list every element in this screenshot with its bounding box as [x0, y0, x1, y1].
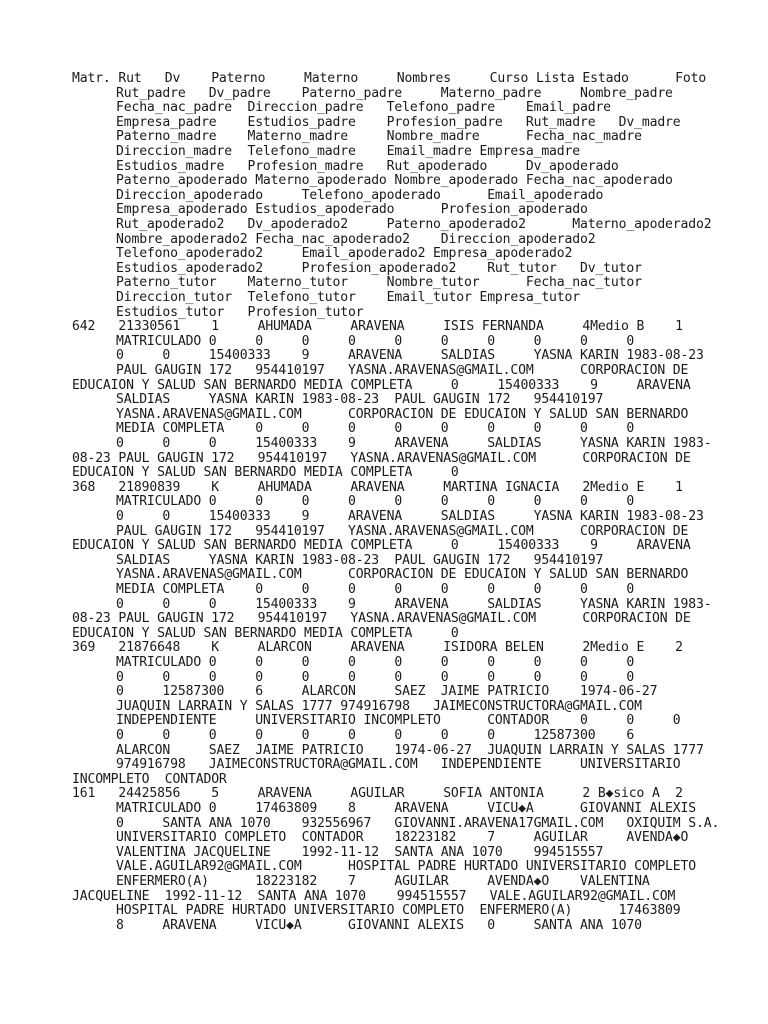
- text-line: 0 0 0 0 0 0 0 0 0 12587300 6: [116, 728, 635, 743]
- text-line: JACQUELINE 1992-11-12 SANTA ANA 1070 994515557 VALE.AGUILAR92@GMAIL.COM: [72, 888, 676, 904]
- text-line: YASNA.ARAVENAS@GMAIL.COM CORPORACION DE EDUCAION Y SALUD SAN BERNARDO: [116, 567, 689, 583]
- text-line: Paterno_apoderado Materno_apoderado Nombre_apoderado Fecha_nac_apoderado: [116, 173, 673, 189]
- text-line: YASNA.ARAVENAS@GMAIL.COM CORPORACION DE EDUCAION Y SALUD SAN BERNARDO: [116, 406, 689, 422]
- text-line: JUAQUIN LARRAIN Y SALAS 1777 974916798 JAIMECONSTRUCTORA@GMAIL.COM: [116, 698, 642, 714]
- text-line: 0 12587300 6 ALARCON SAEZ JAIME PATRICIO 1974-06-27: [116, 684, 658, 700]
- text-line: Fecha_nac_padre Direccion_padre Telefono_padre Email_padre: [116, 100, 611, 116]
- text-line: Empresa_padre Estudios_padre Profesion_padre Rut_madre Dv_madre: [116, 114, 681, 130]
- text-line: MEDIA COMPLETA 0 0 0 0 0 0 0 0 0: [116, 421, 635, 437]
- text-line: 369 21876648 K ALARCON ARAVENA ISIDORA BELEN 2Medio E 2: [72, 640, 683, 656]
- text-line: MATRICULADO 0 0 0 0 0 0 0 0 0 0: [116, 655, 635, 670]
- text-line: Direccion_apoderado Telefono_apoderado Email_apoderado: [116, 187, 604, 203]
- text-line: MATRICULADO 0 0 0 0 0 0 0 0 0 0: [116, 333, 635, 349]
- text-line: ALARCON SAEZ JAIME PATRICIO 1974-06-27 JUAQUIN LARRAIN Y SALAS 1777: [116, 742, 704, 758]
- text-line: VALE.AGUILAR92@GMAIL.COM HOSPITAL PADRE HURTADO UNIVERSITARIO COMPLETO: [116, 859, 696, 875]
- text-line: Telefono_apoderado2 Email_apoderado2 Empresa_apoderado2: [116, 246, 573, 262]
- text-line: INCOMPLETO CONTADOR: [72, 771, 227, 787]
- text-line: 0 0 0 15400333 9 ARAVENA SALDIAS YASNA KARIN 1983-: [116, 596, 712, 612]
- text-line: 642 21330561 1 AHUMADA ARAVENA ISIS FERNANDA 4Medio B 1: [72, 319, 683, 335]
- text-line: MATRICULADO 0 17463809 8 ARAVENA VICU◆A GIOVANNI ALEXIS: [116, 801, 696, 816]
- text-line: Matr. Rut Dv Paterno Materno Nombres Curso Lista Estado Foto: [72, 71, 707, 86]
- text-line: PAUL GAUGIN 172 954410197 YASNA.ARAVENAS@GMAIL.COM CORPORACION DE: [116, 363, 689, 378]
- text-line: ENFERMERO(A) 18223182 7 AGUILAR AVENDA◆O VALENTINA: [116, 874, 650, 889]
- text-line: MATRICULADO 0 0 0 0 0 0 0 0 0 0: [116, 494, 635, 510]
- text-line: Rut_padre Dv_padre Paterno_padre Materno_padre Nombre_padre: [116, 85, 673, 101]
- text-line: 08-23 PAUL GAUGIN 172 954410197 YASNA.ARAVENAS@GMAIL.COM CORPORACION DE: [72, 450, 691, 466]
- text-line: Estudios_madre Profesion_madre Rut_apoderado Dv_apoderado: [116, 158, 619, 174]
- text-line: INDEPENDIENTE UNIVERSITARIO INCOMPLETO CONTADOR 0 0 0: [116, 713, 681, 729]
- text-line: 368 21890839 K AHUMADA ARAVENA MARTINA IGNACIA 2Medio E 1: [72, 479, 683, 495]
- text-line: EDUCAION Y SALUD SAN BERNARDO MEDIA COMPLETA 0 15400333 9 ARAVENA: [72, 538, 691, 554]
- text-line: EDUCAION Y SALUD SAN BERNARDO MEDIA COMPLETA 0: [72, 625, 459, 641]
- text-line: 0 0 0 0 0 0 0 0 0 0 0 0: [116, 669, 635, 685]
- text-line: Empresa_apoderado Estudios_apoderado Profesion_apoderado: [116, 202, 588, 218]
- text-line: Direccion_madre Telefono_madre Email_madre Empresa_madre: [116, 144, 580, 159]
- text-line: HOSPITAL PADRE HURTADO UNIVERSITARIO COMPLETO ENFERMERO(A) 17463809: [116, 903, 681, 919]
- text-line: Estudios_tutor Profesion_tutor: [116, 304, 364, 320]
- text-line: 974916798 JAIMECONSTRUCTORA@GMAIL.COM INDEPENDIENTE UNIVERSITARIO: [116, 757, 681, 773]
- text-line: 08-23 PAUL GAUGIN 172 954410197 YASNA.ARAVENAS@GMAIL.COM CORPORACION DE: [72, 611, 691, 627]
- text-line: 8 ARAVENA VICU◆A GIOVANNI ALEXIS 0 SANTA ANA 1070: [116, 917, 642, 933]
- text-line: Paterno_tutor Materno_tutor Nombre_tutor Fecha_nac_tutor: [116, 275, 642, 291]
- text-line: PAUL GAUGIN 172 954410197 YASNA.ARAVENAS@GMAIL.COM CORPORACION DE: [116, 523, 689, 539]
- text-line: 0 SANTA ANA 1070 932556967 GIOVANNI.ARAVENA17GMAIL.COM OXIQUIM S.A.: [116, 815, 720, 831]
- text-line: Rut_apoderado2 Dv_apoderado2 Paterno_apoderado2 Materno_apoderado2: [116, 217, 712, 232]
- text-line: 0 0 15400333 9 ARAVENA SALDIAS YASNA KARIN 1983-08-23: [116, 509, 704, 524]
- text-line: SALDIAS YASNA KARIN 1983-08-23 PAUL GAUGIN 172 954410197: [116, 392, 604, 408]
- text-line: Nombre_apoderado2 Fecha_nac_apoderado2 Direccion_apoderado2: [116, 231, 596, 247]
- text-line: SALDIAS YASNA KARIN 1983-08-23 PAUL GAUGIN 172 954410197: [116, 552, 604, 568]
- text-line: EDUCAION Y SALUD SAN BERNARDO MEDIA COMPLETA 0: [72, 465, 459, 481]
- text-line: Direccion_tutor Telefono_tutor Email_tutor Empresa_tutor: [116, 290, 580, 305]
- text-line: 161 24425856 5 ARAVENA AGUILAR SOFIA ANTONIA 2 B◆sico A 2: [72, 786, 683, 802]
- text-line: EDUCAION Y SALUD SAN BERNARDO MEDIA COMPLETA 0 15400333 9 ARAVENA: [72, 377, 691, 393]
- text-line: MEDIA COMPLETA 0 0 0 0 0 0 0 0 0: [116, 582, 635, 597]
- text-line: UNIVERSITARIO COMPLETO CONTADOR 18223182 7 AGUILAR AVENDA◆O: [116, 830, 689, 846]
- text-line: Estudios_apoderado2 Profesion_apoderado2 Rut_tutor Dv_tutor: [116, 260, 642, 276]
- text-line: VALENTINA JACQUELINE 1992-11-12 SANTA ANA 1070 994515557: [116, 844, 604, 860]
- text-line: Paterno_madre Materno_madre Nombre_madre Fecha_nac_madre: [116, 129, 642, 145]
- text-line: 0 0 15400333 9 ARAVENA SALDIAS YASNA KARIN 1983-08-23: [116, 348, 704, 364]
- text-line: 0 0 0 15400333 9 ARAVENA SALDIAS YASNA KARIN 1983-: [116, 436, 712, 451]
